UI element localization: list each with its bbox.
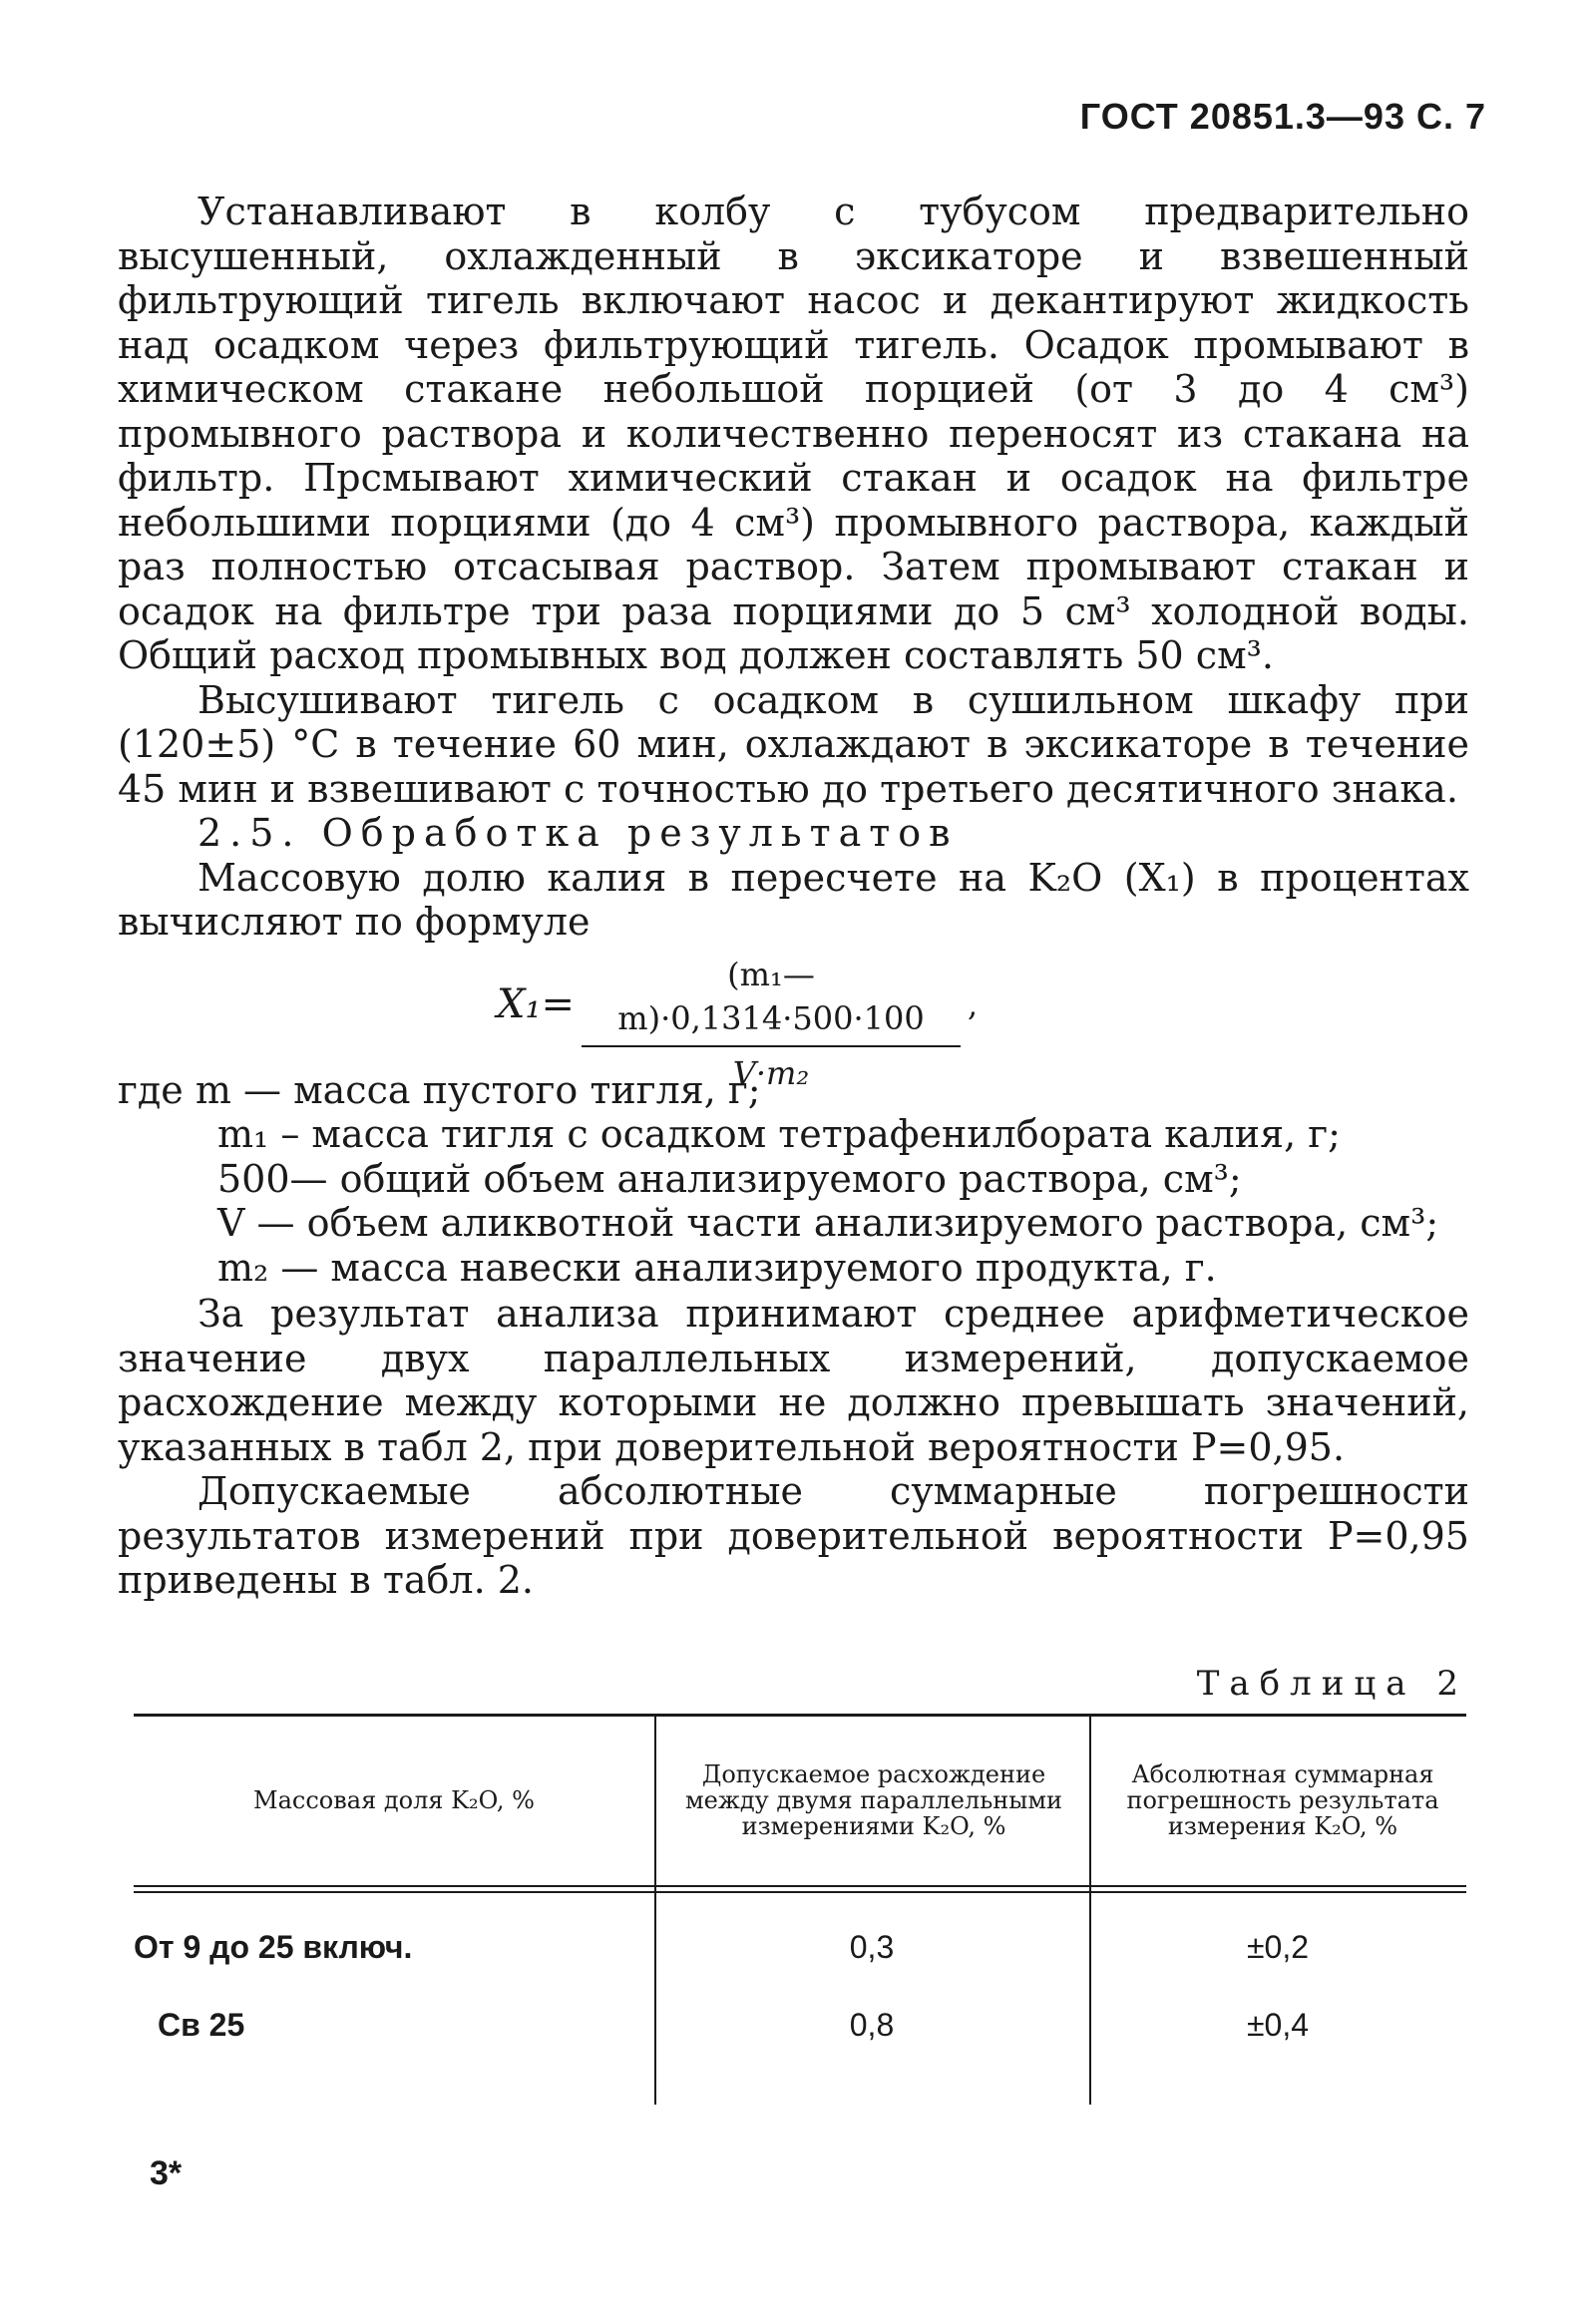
definitions-list bbox=[118, 1068, 1469, 1291]
page-footer-mark: 3* bbox=[150, 2154, 183, 2192]
table-cell: 0,3 bbox=[849, 1929, 895, 1965]
paragraph-result: За результат анализа принимают среднее арифметическое значение двух параллельных измерений, допускаемое расхождение между которыми не должно превышать значений, указанных в табл 2, при доверительной вероятности P=0,95. bbox=[118, 1292, 1469, 1469]
formula-numerator: (m₁—m)·0,1314·500·100 bbox=[617, 955, 925, 1037]
table-cell: От 9 до 25 включ. bbox=[134, 1929, 413, 1965]
results-table bbox=[134, 1714, 1466, 2105]
table-header-rule bbox=[134, 1885, 1466, 1887]
formula-comma: , bbox=[968, 984, 979, 1023]
definition-item: V — объем аликвотной части анализируемого раствора, см³; bbox=[217, 1201, 1439, 1245]
table-col-divider bbox=[654, 1714, 656, 2105]
table-header-rule-2 bbox=[134, 1891, 1466, 1893]
definition-item: m₁ – масса тигля с осадком тетрафенилбората калия, г; bbox=[217, 1112, 1341, 1156]
body-text bbox=[118, 190, 1469, 1603]
table-cell: ±0,2 bbox=[1246, 1929, 1310, 1965]
table-col-divider bbox=[1089, 1714, 1091, 2105]
table-top-rule bbox=[134, 1714, 1466, 1717]
table-caption: Таблица 2 bbox=[1196, 1664, 1468, 1704]
definition-item: 500— общий объем анализируемого раствора, см³; bbox=[217, 1156, 1242, 1201]
paragraph-formula-intro: Массовую долю калия в пересчете на K₂O (X₁) в процентах вычисляют по формуле bbox=[118, 855, 1469, 944]
definition-item: m₂ — масса навески анализируемого продукта, г. bbox=[217, 1245, 1217, 1290]
paragraph-drying: Высушивают тигель с осадком в сушильном шкафу при (120±5) °С в течение 60 мин, охлаждают в эксикаторе в течение 45 мин и взвешивают с точностью до третьего десятичного знака. bbox=[118, 677, 1469, 811]
table-cell: ±0,4 bbox=[1246, 2007, 1310, 2043]
table-header-mass: Массовая доля K₂O, % bbox=[253, 1786, 535, 1814]
definitions-intro: где bbox=[118, 1067, 184, 1112]
table-cell: 0,8 bbox=[849, 2007, 895, 2043]
table-header-error: Абсолютная суммарная погрешность результата измерения K₂O, % bbox=[1126, 1760, 1439, 1840]
definition-item: m — масса пустого тигля, г; bbox=[195, 1067, 761, 1112]
page-header: ГОСТ 20851.3—93 С. 7 bbox=[1079, 96, 1486, 137]
formula-lhs: X₁= bbox=[497, 980, 576, 1027]
table-header-divergence: Допускаемое расхождение между двумя параллельными измерениями K₂O, % bbox=[684, 1760, 1063, 1840]
formula-denominator: V·m₂ bbox=[732, 1053, 810, 1092]
section-heading: 2.5. Обработка результатов bbox=[198, 811, 959, 855]
paragraph-errors: Допускаемые абсолютные суммарные погрешности результатов измерений при доверительной вероятности P=0,95 приведены в табл. 2. bbox=[118, 1469, 1469, 1602]
table-cell: Св 25 bbox=[158, 2007, 245, 2043]
formula-fraction bbox=[582, 953, 961, 1096]
paragraph-filtration: Устанавливают в колбу с тубусом предварительно высушенный, охлажденный в эксикаторе и взвешенный фильтрующий тигель включают насос и декантируют жидкость над осадком через фильтрующий тигель. Осадок промывают в химическом стакане небольшой порцией (от 3 до 4 см³) промывного раствора и количественно переносят из стакана на фильтр. Прcмывают химический стакан и осадок на фильтре небольшими порциями (до 4 см³) промывного раствора, каждый раз полностью отсасывая раствор. Затем промывают стакан и осадок на фильтре три раза порциями до 5 см³ холодной воды. Общий расход промывных вод должен составлять 50 см³. bbox=[118, 190, 1469, 677]
